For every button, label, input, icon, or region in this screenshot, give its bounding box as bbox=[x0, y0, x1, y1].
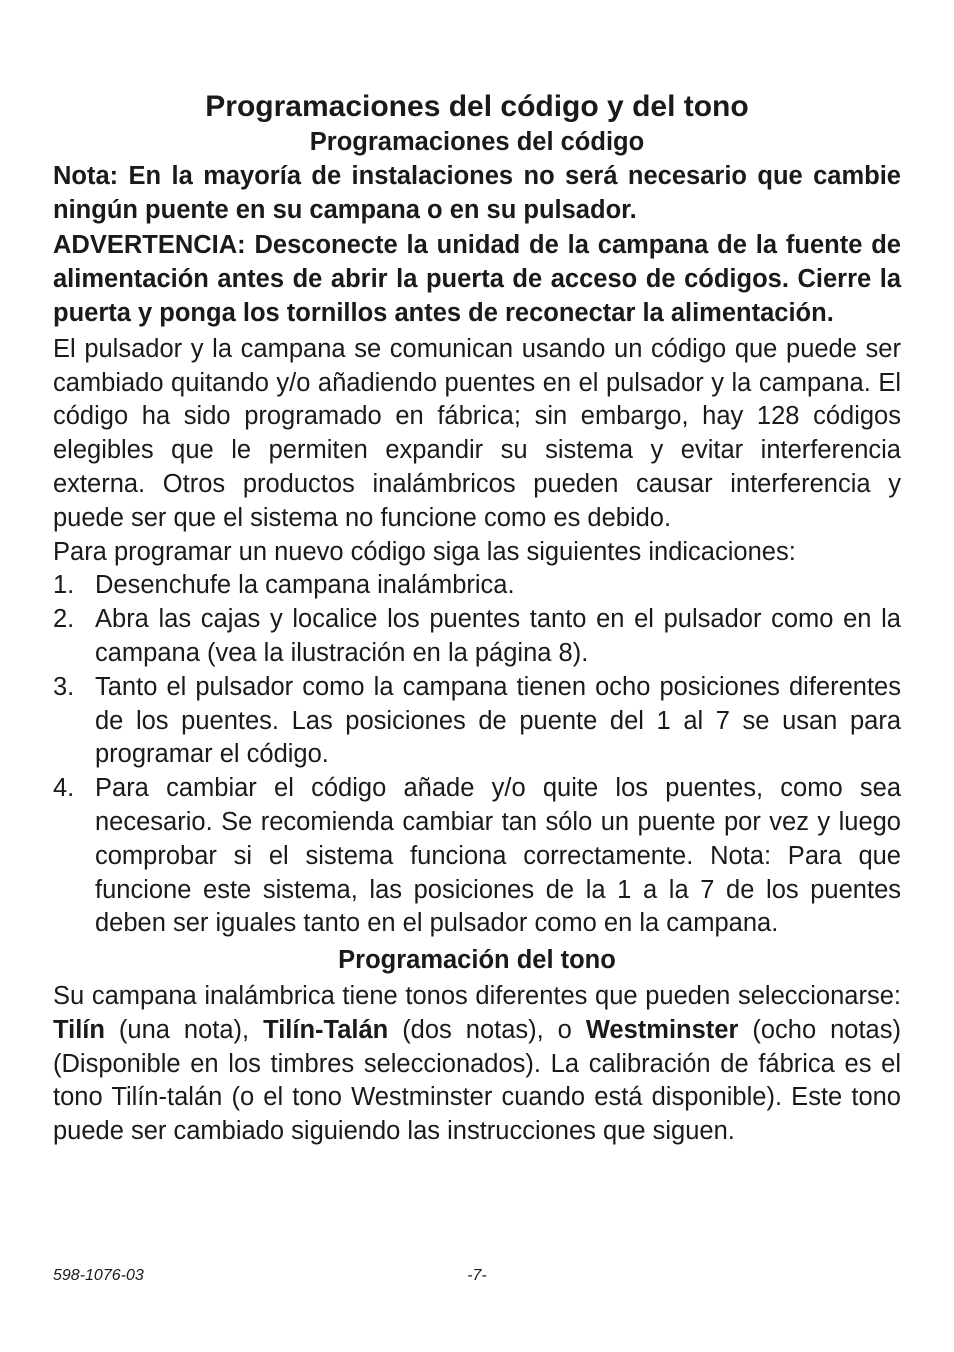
step-number: 2. bbox=[53, 605, 75, 634]
code-section-title: Programaciones del código bbox=[309, 128, 645, 156]
document-number: 598-1076-03 bbox=[53, 1267, 144, 1284]
page-title: Programaciones del código y del tono bbox=[205, 90, 749, 123]
tone-text-segment: (ocho notas) (Disponible en los timbres seleccionados). La calibración de fábrica es el tono Tilín-talán (o el tono Westminster cuando está disponible). Este tono puede ser cambiado siguiendo las instrucciones que siguen. bbox=[53, 1015, 901, 1146]
tone-paragraph bbox=[53, 980, 901, 1149]
step-number: 3. bbox=[53, 672, 75, 701]
tone-name-westminster: Westminster bbox=[585, 1015, 739, 1044]
steps-intro: Para programar un nuevo código siga las siguientes indicaciones: bbox=[53, 537, 796, 566]
warning-paragraph: ADVERTENCIA: Desconecte la unidad de la campana de la fuente de alimentación antes de abrir la puerta de acceso de códigos. Cierre la puerta y ponga los tornillos antes de reconectar la alimentación. bbox=[53, 231, 901, 327]
step-text: Para cambiar el código añade y/o quite los puentes, como sea necesario. Se recomienda cambiar tan sólo un puente por vez y luego comprobar si el sistema funciona correctamente. Nota: Para que funcione este sistema, las posiciones de la 1 a la 7 de los puentes deben ser iguales tanto en el pulsador como en la campana. bbox=[95, 774, 901, 938]
step-text: Tanto el pulsador como la campana tienen ocho posiciones diferentes de los puentes. Las posiciones de puente del 1 al 7 se usan para programar el código. bbox=[95, 672, 901, 769]
step-number: 1. bbox=[53, 571, 75, 600]
note-paragraph: Nota: En la mayoría de instalaciones no será necesario que cambie ningún puente en su campana o en su pulsador. bbox=[53, 161, 901, 224]
page-number: -7- bbox=[467, 1267, 487, 1284]
step-text: Abra las cajas y localice los puentes tanto en el pulsador como en la campana (vea la ilustración en la página 8). bbox=[95, 605, 901, 667]
step-number: 4. bbox=[53, 774, 75, 803]
list-item bbox=[53, 603, 901, 671]
tone-text-segment: (dos notas), o bbox=[388, 1015, 586, 1044]
tone-name-single: Tilín bbox=[53, 1015, 105, 1044]
step-text: Desenchufe la campana inalámbrica. bbox=[95, 571, 515, 600]
tone-text-segment: (una nota), bbox=[104, 1015, 264, 1044]
list-item bbox=[53, 772, 901, 941]
tone-name-double: Tilín-Talán bbox=[263, 1015, 389, 1044]
tone-section-title: Programación del tono bbox=[338, 946, 616, 975]
list-item bbox=[53, 671, 901, 772]
page-content bbox=[53, 88, 901, 1149]
tone-text-segment: Su campana inalámbrica tiene tonos diferentes que pueden seleccionarse: bbox=[53, 981, 901, 1010]
code-body-paragraph: El pulsador y la campana se comunican usando un código que puede ser cambiado quitando y/o añadiendo puentes en el pulsador y la campana. El código ha sido programado en fábrica; sin embargo, hay 128 códigos elegibles que le permiten expandir su sistema y evitar interferencia externa. Otros productos inalámbricos pueden causar interferencia y puede ser que el sistema no funcione como es debido. bbox=[53, 334, 901, 532]
list-item bbox=[53, 569, 901, 603]
steps-list bbox=[53, 569, 901, 941]
